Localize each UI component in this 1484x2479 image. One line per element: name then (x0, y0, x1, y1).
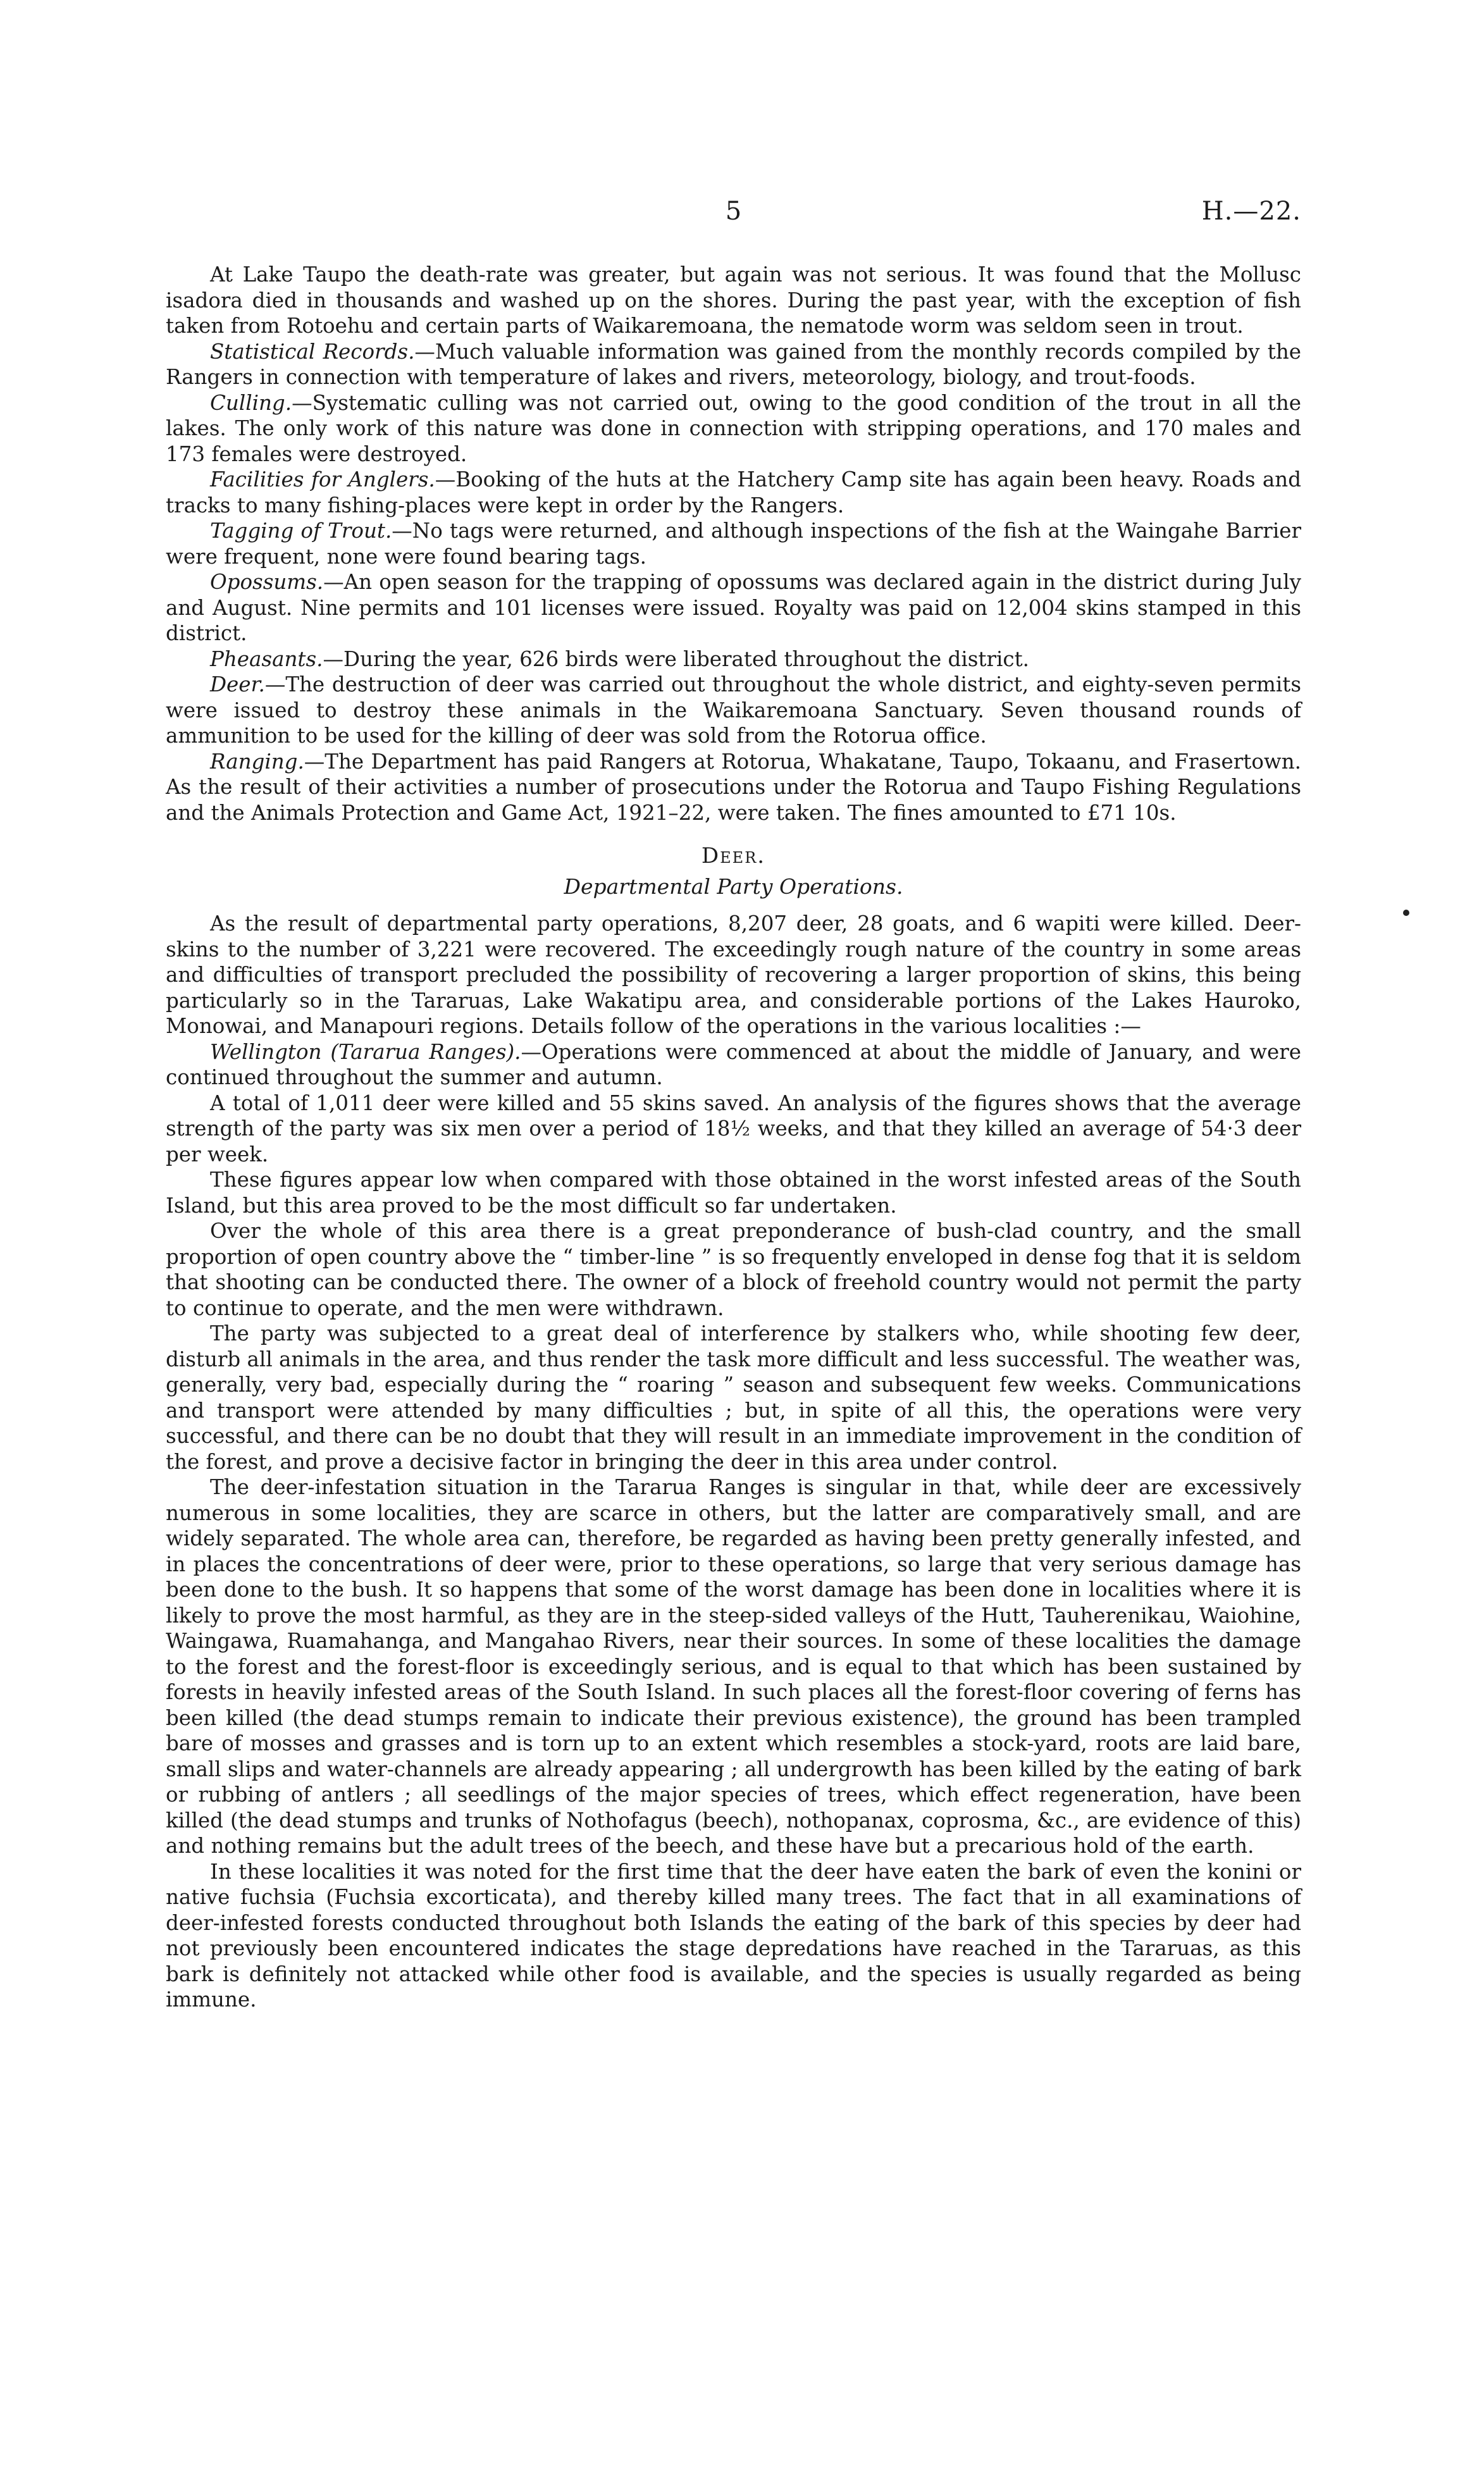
paragraph-text: —Much valuable information was gained from the monthly records compiled by the Rangers in connection with temperature of lakes and rivers, meteorology, biology, and trout-foods. (166, 339, 1301, 389)
page-number: 5 (725, 197, 742, 226)
paragraph-text: —During the year, 626 birds were liberated throughout the district. (323, 646, 1030, 671)
paragraph-operations-summary (166, 911, 1301, 1039)
paragraph-wellington-tararua (166, 1039, 1301, 1091)
paragraph-lead: Tagging of Trout. (210, 519, 392, 543)
stray-mark (1403, 910, 1409, 916)
paragraph-lead: Pheasants. (210, 646, 323, 671)
paragraph-infestation-situation (166, 1474, 1301, 1859)
paragraph-lead: Deer. (210, 672, 265, 696)
paragraph-text: A total of 1,011 deer were killed and 55 skins saved. An analysis of the figures shows that the average strength of the party was six men over a period of 18½ weeks, and that they killed an average of 54·3 deer per week. (166, 1091, 1301, 1166)
document-page (166, 0, 1301, 2479)
paragraph-lead: Facilities for Anglers. (210, 467, 435, 491)
section-subtitle: Departmental Party Operations. (564, 874, 903, 899)
paragraph-tagging-of-trout (166, 518, 1301, 569)
paragraph-opossums (166, 569, 1301, 646)
paragraph-ranging (166, 749, 1301, 826)
paragraph-lake-taupo (166, 262, 1301, 339)
paragraph-text: —Systematic culling was not carried out, owing to the good condition of the trout in all the lakes. The only work of this nature was done in connection with stripping operations, and 170 males and 173 females were destroyed. (166, 390, 1301, 466)
paragraph-text: —The destruction of deer was carried out throughout the whole district, and eighty-seven permits were issued to destroy these animals in the Waikaremoana Sanctuary. Seven thousand rounds of ammunition to be used for the killing of deer was sold from the Rotorua office. (166, 672, 1301, 748)
paragraph-text: —The Department has paid Rangers at Rotorua, Whakatane, Taupo, Tokaanu, and Frasertown. As the result of their activities a number of prosecutions under the Rotorua and Taupo Fishing Regulations and the Animals Protection and Game Act, 1921–22, were taken. The fines amounted to £71 10s. (166, 749, 1301, 825)
paragraph-text: —Booking of the huts at the Hatchery Camp site has again been heavy. Roads and tracks to many fishing-places were kept in order by the Rangers. (166, 467, 1301, 517)
paragraph-lead: Opossums. (210, 570, 324, 594)
document-code: H.—22. (1201, 197, 1301, 226)
paragraph-text: —Operations were commenced at about the middle of January, and were continued throughout the summer and autumn. (166, 1039, 1302, 1089)
paragraph-lead: Statistical Records. (210, 339, 415, 364)
paragraph-lead: Ranging. (210, 749, 304, 774)
paragraph-text: As the result of departmental party operations, 8,207 deer, 28 goats, and 6 wapiti were killed. Deer-skins to the number of 3,221 were recovered. The exceedingly rough nature of the country in some areas and difficulties of transport precluded the possibility of recovering a larger proportion of skins, this being particularly so in the Tararuas, Lake Wakatipu area, and considerable portions of the Lakes Hauroko, Monowai, and Manapouri regions. Details follow of the operations in the various localities :— (166, 912, 1301, 1038)
paragraph-figures-appear-low (166, 1167, 1301, 1218)
section-title: Deer. (701, 843, 766, 869)
page-header (166, 193, 1301, 237)
paragraph-pheasants (166, 646, 1301, 672)
body-text (166, 262, 1301, 2013)
paragraph-text: At Lake Taupo the death-rate was greater, but again was not serious. It was found that the Mollusc isadora died in thousands and washed up on the shores. During the past year, with the exception of fish taken from Rotoehu and certain parts of Waikaremoana, the nematode worm was seldom seen in trout. (166, 263, 1301, 338)
paragraph-konini-bark (166, 1859, 1301, 2013)
paragraph-interference-by-stalkers (166, 1321, 1301, 1474)
paragraph-deer (166, 672, 1301, 749)
paragraph-text: —No tags were returned, and although inspections of the fish at the Waingahe Barrier were frequent, none were found bearing tags. (166, 519, 1301, 569)
paragraph-text: —An open season for the trapping of opossums was declared again in the district during July and August. Nine permits and 101 licenses were issued. Royalty was paid on 12,004 skins stamped in this district. (166, 570, 1301, 645)
paragraph-lead: Culling. (210, 390, 292, 415)
paragraph-lead: Wellington (Tararua Ranges). (210, 1039, 521, 1064)
paragraph-culling (166, 390, 1301, 467)
paragraph-text: The deer-infestation situation in the Tararua Ranges is singular in that, while deer are excessively numerous in some localities, they are scarce in others, but the latter are comparatively small, and are widely separated. The whole area can, therefore, be regarded as having been pretty generally infested, and in places the concentrations of deer were, prior to these operations, so large that very serious damage has been done to the bush. It so happens that some of the worst damage has been done in localities where it is likely to prove the most harmful, as they are in the steep-sided valleys of the Hutt, Tauherenikau, Waiohine, Waingawa, Ruamahanga, and Mangahao Rivers, near their sources. In some of these localities the damage to the forest and the forest-floor is exceedingly serious, and is equal to that which has been sustained by forests in heavily infested areas of the South Island. In such places all the forest-floor covering of ferns has been killed (the dead stumps remain to indicate their previous existence), the ground has been trampled bare of mosses and grasses and is torn up to an extent which resembles a stock-yard, roots are laid bare, small slips and water-channels are already appearing ; all undergrowth has been killed by the eating of bark or rubbing of antlers ; all seedlings of the major species of trees, which effect regeneration, have been killed (the dead stumps and trunks of Nothofagus (beech), nothopanax, coprosma, &c., are evidence of this) and nothing remains but the adult trees of the beech, and these have but a precarious hold of the earth. (166, 1475, 1301, 1858)
paragraph-deer-killed-total (166, 1091, 1301, 1168)
paragraph-bush-clad-country (166, 1218, 1301, 1321)
paragraph-facilities-for-anglers (166, 467, 1301, 518)
paragraph-statistical-records (166, 339, 1301, 390)
paragraph-text: These figures appear low when compared with those obtained in the worst infested areas of the South Island, but this area proved to be the most difficult so far undertaken. (166, 1168, 1301, 1218)
paragraph-text: The party was subjected to a great deal of interference by stalkers who, while shooting few deer, disturb all animals in the area, and thus render the task more difficult and less successful. The weather was, generally, very bad, especially during the “ roaring ” season and subsequent few weeks. Communications and transport were attended by many difficulties ; but, in spite of all this, the operations were very successful, and there can be no doubt that they will result in an immediate improvement in the condition of the forest, and prove a decisive factor in bringing the deer in this area under control. (166, 1321, 1301, 1474)
paragraph-text: Over the whole of this area there is a great preponderance of bush-clad country, and the small proportion of open country above the “ timber-line ” is so frequently enveloped in dense fog that it is seldom that shooting can be conducted there. The owner of a block of freehold country would not permit the party to continue to operate, and the men were withdrawn. (166, 1219, 1301, 1320)
paragraph-text: In these localities it was noted for the first time that the deer have eaten the bark of even the konini or native fuchsia (Fuchsia excorticata), and thereby killed many trees. The fact that in all examinations of deer-infested forests conducted throughout both Islands the eating of the bark of this species by deer had not previously been encountered indicates the stage depredations have reached in the Tararuas, as this bark is definitely not attacked while other food is available, and the species is usually regarded as being immune. (166, 1859, 1301, 2012)
